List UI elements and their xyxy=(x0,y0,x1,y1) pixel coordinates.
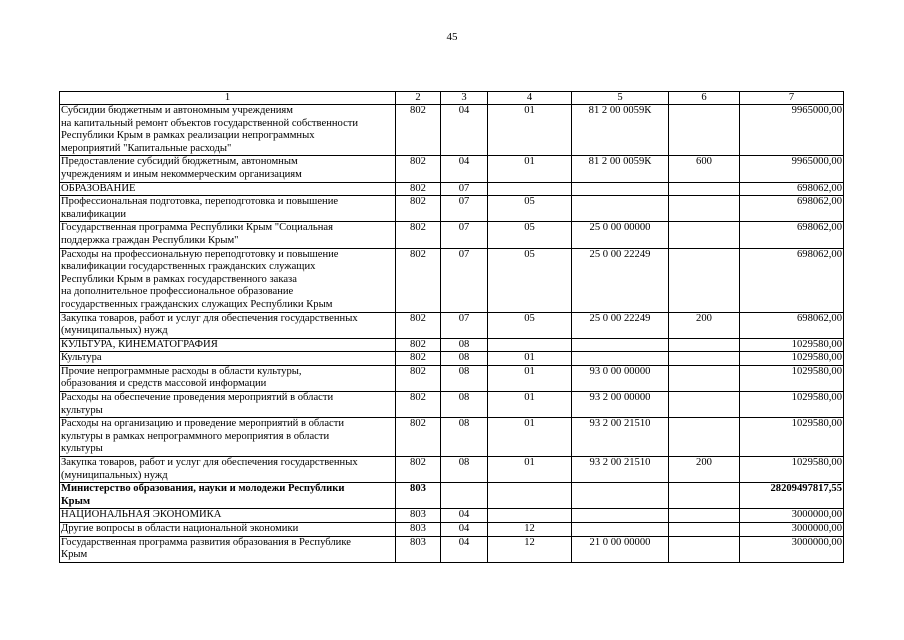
expense-type-cell xyxy=(669,509,740,523)
expense-name-line: Предоставление субсидий бюджетным, автономным xyxy=(61,156,298,168)
target-article-cell xyxy=(572,196,669,222)
amount-cell: 3000000,00 xyxy=(740,523,844,537)
expense-name-cell xyxy=(60,248,396,312)
subsection-cell: 01 xyxy=(488,457,572,483)
expense-name-line: (муниципальных) нужд xyxy=(61,325,168,337)
section-cell: 07 xyxy=(441,248,488,312)
column-header: 3 xyxy=(441,92,488,105)
expense-type-cell xyxy=(669,418,740,457)
expense-type-cell xyxy=(669,536,740,562)
table-row xyxy=(60,418,844,457)
expense-name-line: Республики Крым в рамках реализации непрограммных xyxy=(61,130,315,142)
subsection-cell xyxy=(488,483,572,509)
expense-type-cell xyxy=(669,523,740,537)
subsection-cell xyxy=(488,182,572,196)
expense-name-line: ОБРАЗОВАНИЕ xyxy=(61,182,136,194)
amount-cell: 3000000,00 xyxy=(740,509,844,523)
expense-type-cell xyxy=(669,352,740,366)
table-row xyxy=(60,222,844,248)
subsection-cell xyxy=(488,338,572,352)
column-header: 5 xyxy=(572,92,669,105)
section-cell: 07 xyxy=(441,312,488,338)
target-article-cell: 21 0 00 00000 xyxy=(572,536,669,562)
table-row xyxy=(60,483,844,509)
table-row xyxy=(60,156,844,182)
expense-name-cell xyxy=(60,509,396,523)
section-cell: 08 xyxy=(441,392,488,418)
expense-name-cell xyxy=(60,352,396,366)
expense-type-cell: 600 xyxy=(669,156,740,182)
amount-cell: 698062,00 xyxy=(740,196,844,222)
expense-type-cell: 200 xyxy=(669,457,740,483)
target-article-cell xyxy=(572,483,669,509)
column-header: 1 xyxy=(60,92,396,105)
expense-name-line: Другие вопросы в области национальной экономики xyxy=(61,523,299,534)
section-cell: 04 xyxy=(441,523,488,537)
section-cell: 04 xyxy=(441,156,488,182)
expense-name-cell xyxy=(60,392,396,418)
expense-type-cell xyxy=(669,105,740,156)
expense-name-cell xyxy=(60,483,396,509)
grbs-cell: 802 xyxy=(396,392,441,418)
amount-cell: 1029580,00 xyxy=(740,392,844,418)
amount-cell: 9965000,00 xyxy=(740,156,844,182)
subsection-cell: 01 xyxy=(488,418,572,457)
target-article-cell: 93 2 00 00000 xyxy=(572,392,669,418)
grbs-cell: 803 xyxy=(396,536,441,562)
amount-cell: 1029580,00 xyxy=(740,365,844,391)
amount-cell: 698062,00 xyxy=(740,312,844,338)
target-article-cell: 81 2 00 0059К xyxy=(572,156,669,182)
amount-cell: 3000000,00 xyxy=(740,536,844,562)
grbs-cell: 802 xyxy=(396,248,441,312)
expense-name-line: квалификации xyxy=(61,208,126,220)
table-row xyxy=(60,365,844,391)
grbs-cell: 802 xyxy=(396,312,441,338)
amount-cell: 698062,00 xyxy=(740,248,844,312)
expense-name-line: Государственная программа развития образования в Республике xyxy=(61,536,351,548)
subsection-cell: 01 xyxy=(488,365,572,391)
expense-name-line: Крым xyxy=(61,495,91,507)
target-article-cell: 93 2 00 21510 xyxy=(572,457,669,483)
amount-cell: 1029580,00 xyxy=(740,418,844,457)
subsection-cell: 05 xyxy=(488,222,572,248)
expense-name-line: культуры xyxy=(61,404,103,416)
subsection-cell: 05 xyxy=(488,248,572,312)
grbs-cell: 802 xyxy=(396,457,441,483)
expense-name-cell xyxy=(60,338,396,352)
grbs-cell: 802 xyxy=(396,196,441,222)
table-row xyxy=(60,392,844,418)
expense-name-line: Крым xyxy=(61,549,88,561)
table-row xyxy=(60,457,844,483)
expense-type-cell xyxy=(669,483,740,509)
section-cell: 08 xyxy=(441,457,488,483)
expense-name-line: Расходы на организацию и проведение мероприятий в области xyxy=(61,418,345,430)
expense-type-cell xyxy=(669,182,740,196)
expense-type-cell xyxy=(669,222,740,248)
expense-name-line: культуры в рамках непрограммного мероприятия в области xyxy=(61,430,330,442)
amount-cell: 28209497817,55 xyxy=(740,483,844,509)
subsection-cell: 01 xyxy=(488,156,572,182)
expense-name-line: Культура xyxy=(61,352,102,364)
column-number-row xyxy=(60,92,844,105)
expense-name-line: на капитальный ремонт объектов государственной собственности xyxy=(61,117,359,129)
column-header: 2 xyxy=(396,92,441,105)
target-article-cell: 25 0 00 22249 xyxy=(572,312,669,338)
expense-type-cell xyxy=(669,248,740,312)
expense-name-cell xyxy=(60,156,396,182)
expense-name-cell xyxy=(60,182,396,196)
target-article-cell: 93 2 00 21510 xyxy=(572,418,669,457)
expense-name-line: Закупка товаров, работ и услуг для обеспечения государственных xyxy=(61,457,358,469)
grbs-cell: 802 xyxy=(396,338,441,352)
section-cell xyxy=(441,483,488,509)
expense-name-cell xyxy=(60,536,396,562)
expense-name-line: образования и средств массовой информации xyxy=(61,378,267,390)
target-article-cell xyxy=(572,352,669,366)
section-cell: 07 xyxy=(441,182,488,196)
grbs-cell: 802 xyxy=(396,365,441,391)
grbs-cell: 803 xyxy=(396,523,441,537)
expense-name-line: Государственная программа Республики Крым "Социальная xyxy=(61,222,333,234)
grbs-cell: 802 xyxy=(396,222,441,248)
grbs-cell: 802 xyxy=(396,105,441,156)
subsection-cell: 12 xyxy=(488,536,572,562)
table-row xyxy=(60,338,844,352)
amount-cell: 9965000,00 xyxy=(740,105,844,156)
expense-type-cell xyxy=(669,365,740,391)
column-header: 6 xyxy=(669,92,740,105)
grbs-cell: 803 xyxy=(396,509,441,523)
expense-name-line: Министерство образования, науки и молодежи Республики xyxy=(61,483,345,495)
amount-cell: 698062,00 xyxy=(740,182,844,196)
expense-name-cell xyxy=(60,523,396,537)
target-article-cell xyxy=(572,338,669,352)
table-row xyxy=(60,509,844,523)
target-article-cell: 93 0 00 00000 xyxy=(572,365,669,391)
expense-type-cell xyxy=(669,196,740,222)
subsection-cell xyxy=(488,509,572,523)
expense-type-cell: 200 xyxy=(669,312,740,338)
section-cell: 07 xyxy=(441,196,488,222)
table-row xyxy=(60,196,844,222)
table-row xyxy=(60,523,844,537)
subsection-cell: 05 xyxy=(488,312,572,338)
expense-name-line: культуры xyxy=(61,443,103,455)
table-row xyxy=(60,536,844,562)
subsection-cell: 05 xyxy=(488,196,572,222)
expense-name-line: Субсидии бюджетным и автономным учреждениям xyxy=(61,105,294,116)
amount-cell: 1029580,00 xyxy=(740,352,844,366)
expense-name-line: Прочие непрограммные расходы в области культуры, xyxy=(61,365,302,377)
target-article-cell xyxy=(572,523,669,537)
expense-name-line: Республики Крым в рамках государственного заказа xyxy=(61,273,297,285)
column-header: 4 xyxy=(488,92,572,105)
subsection-cell: 01 xyxy=(488,392,572,418)
page-number: 45 xyxy=(446,31,458,43)
grbs-cell: 802 xyxy=(396,156,441,182)
target-article-cell: 81 2 00 0059К xyxy=(572,105,669,156)
grbs-cell: 802 xyxy=(396,418,441,457)
grbs-cell: 802 xyxy=(396,182,441,196)
expense-name-line: Закупка товаров, работ и услуг для обеспечения государственных xyxy=(61,312,358,324)
expense-type-cell xyxy=(669,392,740,418)
table-row xyxy=(60,248,844,312)
target-article-cell xyxy=(572,182,669,196)
amount-cell: 1029580,00 xyxy=(740,457,844,483)
section-cell: 08 xyxy=(441,418,488,457)
target-article-cell xyxy=(572,509,669,523)
expense-name-line: НАЦИОНАЛЬНАЯ ЭКОНОМИКА xyxy=(61,509,222,521)
budget-table xyxy=(59,91,844,563)
table-body xyxy=(60,105,844,563)
section-cell: 07 xyxy=(441,222,488,248)
subsection-cell: 01 xyxy=(488,352,572,366)
expense-name-cell xyxy=(60,457,396,483)
expense-name-cell xyxy=(60,418,396,457)
target-article-cell: 25 0 00 22249 xyxy=(572,248,669,312)
expense-name-line: государственных гражданских служащих Республики Крым xyxy=(61,298,333,310)
expense-name-line: поддержка граждан Республики Крым" xyxy=(61,234,239,246)
expense-name-cell xyxy=(60,196,396,222)
expense-name-line: Расходы на профессиональную переподготовку и повышение xyxy=(61,248,339,260)
expense-name-cell xyxy=(60,222,396,248)
expense-name-cell xyxy=(60,365,396,391)
subsection-cell: 12 xyxy=(488,523,572,537)
expense-name-cell xyxy=(60,105,396,156)
expense-name-line: Профессиональная подготовка, переподготовка и повышение xyxy=(61,196,339,208)
expense-name-line: квалификации государственных гражданских служащих xyxy=(61,261,316,273)
section-cell: 08 xyxy=(441,365,488,391)
table-row xyxy=(60,352,844,366)
expense-name-cell xyxy=(60,312,396,338)
amount-cell: 1029580,00 xyxy=(740,338,844,352)
section-cell: 04 xyxy=(441,509,488,523)
expense-name-line: (муниципальных) нужд xyxy=(61,469,168,481)
table-row xyxy=(60,182,844,196)
expense-name-line: мероприятий "Капитальные расходы" xyxy=(61,142,232,154)
grbs-cell: 803 xyxy=(396,483,441,509)
expense-name-line: Расходы на обеспечение проведения мероприятий в области xyxy=(61,392,334,404)
target-article-cell: 25 0 00 00000 xyxy=(572,222,669,248)
amount-cell: 698062,00 xyxy=(740,222,844,248)
section-cell: 08 xyxy=(441,338,488,352)
section-cell: 04 xyxy=(441,536,488,562)
section-cell: 04 xyxy=(441,105,488,156)
section-cell: 08 xyxy=(441,352,488,366)
table-row xyxy=(60,105,844,156)
expense-name-line: КУЛЬТУРА, КИНЕМАТОГРАФИЯ xyxy=(61,338,218,350)
subsection-cell: 01 xyxy=(488,105,572,156)
expense-name-line: учреждениям и иным некоммерческим организациям xyxy=(61,168,302,180)
expense-name-line: на дополнительное профессиональное образование xyxy=(61,286,294,298)
grbs-cell: 802 xyxy=(396,352,441,366)
table-row xyxy=(60,312,844,338)
expense-type-cell xyxy=(669,338,740,352)
column-header: 7 xyxy=(740,92,844,105)
